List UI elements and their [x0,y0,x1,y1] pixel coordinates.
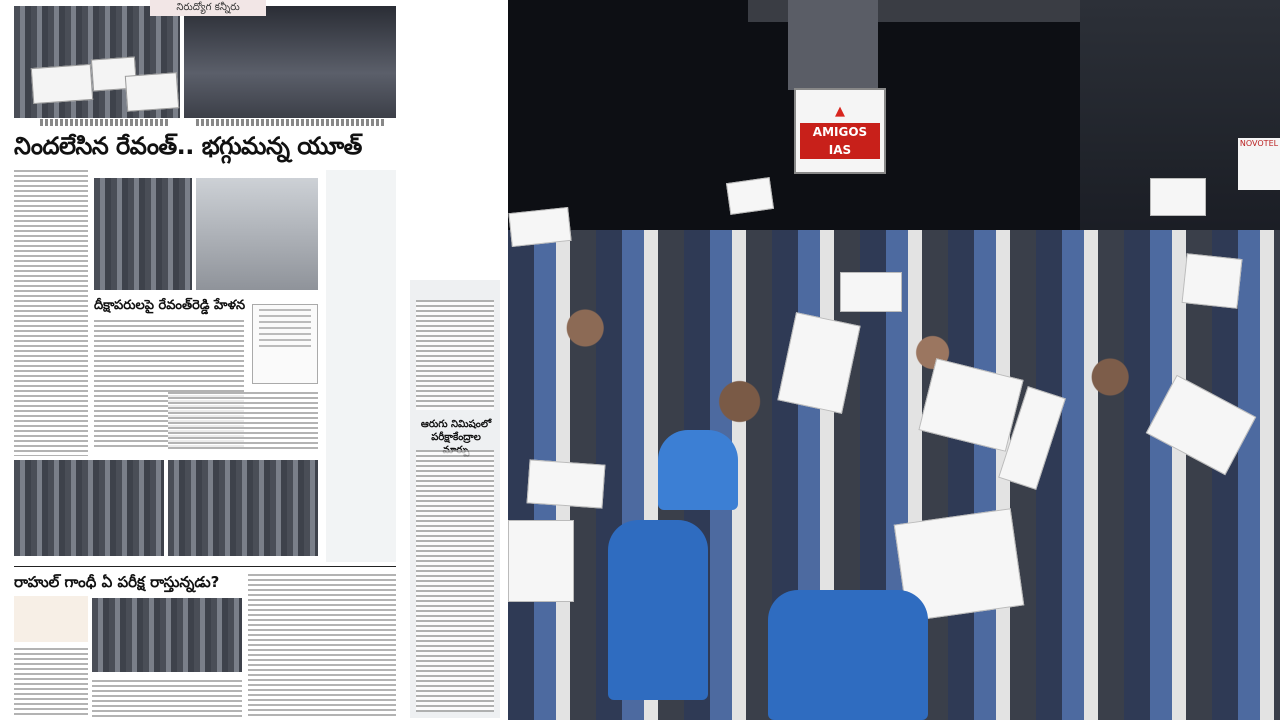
placard [31,64,93,104]
amigos-sign [794,88,886,174]
quote-box [14,596,88,642]
protest-placard [726,177,774,215]
protest-placard [508,520,574,602]
photo-caption [40,119,170,126]
main-headline: నిందలేసిన రేవంత్.. భగ్గుమన్న యూత్ [14,132,362,160]
news-photo-top-left [14,6,180,118]
news-photo-seated-protest [168,460,318,556]
flyover-pillar [788,0,878,90]
protester [768,590,928,720]
protest-photo [508,0,1280,720]
amigos-sign-text: AMIGOS IAS [800,123,880,159]
sidebar-headline: ఆరుగు నిమిషంలో పరీక్షాకేంద్రాల [420,419,492,443]
protester [608,520,708,700]
news-photo-police [196,178,318,290]
placard [125,72,179,112]
text-column [14,648,88,718]
news-photo-women-protest [14,460,164,556]
document-image [252,304,318,384]
text-column [14,170,88,456]
protest-placard [840,272,902,312]
section-tag: నిరుద్యోగ కన్నీరు [150,0,266,16]
novotel-sign [1238,138,1280,190]
protest-placard [1150,178,1206,216]
text-column [416,300,494,410]
divider [14,566,396,567]
news-photo-top-right [184,6,396,118]
photo-caption [196,119,386,126]
text-column [326,170,396,562]
amigos-logo-icon: ▲ [835,104,845,119]
text-column [168,392,318,452]
text-column [248,574,396,718]
news-photo-protest-phone [94,178,192,290]
text-column [416,450,494,712]
protest-placard [508,207,571,247]
text-column [92,680,242,718]
news-photo-night-protest [92,598,242,672]
novotel-sign-text: NOVOTEL [1239,139,1279,148]
sub-headline: రాహుల్ గాంధీ ఏ పరీక్ష రాస్తున్నడు? [14,573,220,591]
protest-placard [527,459,606,508]
protest-placard [1182,253,1243,309]
protester [658,430,738,510]
newspaper-clipping [0,0,508,720]
mid-headline: దీక్షాపరులపై రేవంత్‌రెడ్డి హేళన [94,298,246,313]
